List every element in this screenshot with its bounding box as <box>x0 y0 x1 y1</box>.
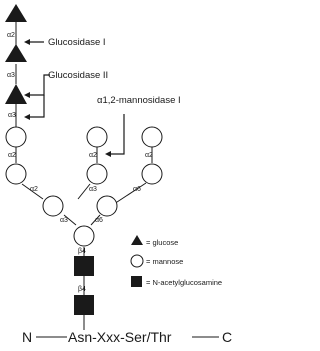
legend-glcnac-label: = N-acetylglucosamine <box>146 278 223 287</box>
linkage-label: α2 <box>8 152 16 159</box>
mannose-circle <box>142 164 162 184</box>
glcnac-square <box>74 295 94 315</box>
linkage-label: α3 <box>8 112 16 119</box>
glcnac-square <box>74 256 94 276</box>
linkage-label: α2 <box>145 152 153 159</box>
legend-glucose-label: = glucose <box>146 238 179 247</box>
mannose-circle <box>142 127 162 147</box>
linkage-label: α3 <box>60 217 68 224</box>
glucosidase-1-label: Glucosidase I <box>48 37 106 48</box>
mannose-circle <box>6 164 26 184</box>
mannose-circle <box>87 127 107 147</box>
glucose-triangle <box>5 44 27 62</box>
linkage-label: α3 <box>89 186 97 193</box>
peptide-backbone <box>22 329 232 345</box>
legend-mannose-icon <box>131 255 143 267</box>
linkage-label: β4 <box>78 248 86 255</box>
mannose-circle <box>43 196 63 216</box>
legend <box>131 235 222 287</box>
glucosidase-2-label: Glucosidase II <box>48 70 109 81</box>
glucose-triangle <box>5 4 27 22</box>
linkage-label: α2 <box>7 32 15 39</box>
glucose-triangle <box>5 84 27 104</box>
n-terminus-label: N <box>22 329 33 345</box>
legend-glucose-icon <box>131 235 143 245</box>
mannose-circle <box>87 164 107 184</box>
sequon-label: Asn-Xxx-Ser/Thr <box>68 329 172 345</box>
legend-mannose-label: = mannose <box>146 257 184 266</box>
mannose-circle <box>97 196 117 216</box>
glucose-chain <box>5 4 27 104</box>
linkage-label: α3 <box>7 72 15 79</box>
legend-glcnac-icon <box>131 276 142 287</box>
linkage-label: α6 <box>95 217 103 224</box>
linkage-label: β4 <box>78 286 86 293</box>
linkage-label: α2 <box>30 186 38 193</box>
mannosidase-label: α1,2-mannosidase I <box>97 95 181 106</box>
c-terminus-label: C <box>222 329 233 345</box>
linkage-label: α6 <box>133 186 141 193</box>
mannose-circle <box>6 127 26 147</box>
mannose-circle <box>74 226 94 246</box>
linkage-label: α2 <box>89 152 97 159</box>
